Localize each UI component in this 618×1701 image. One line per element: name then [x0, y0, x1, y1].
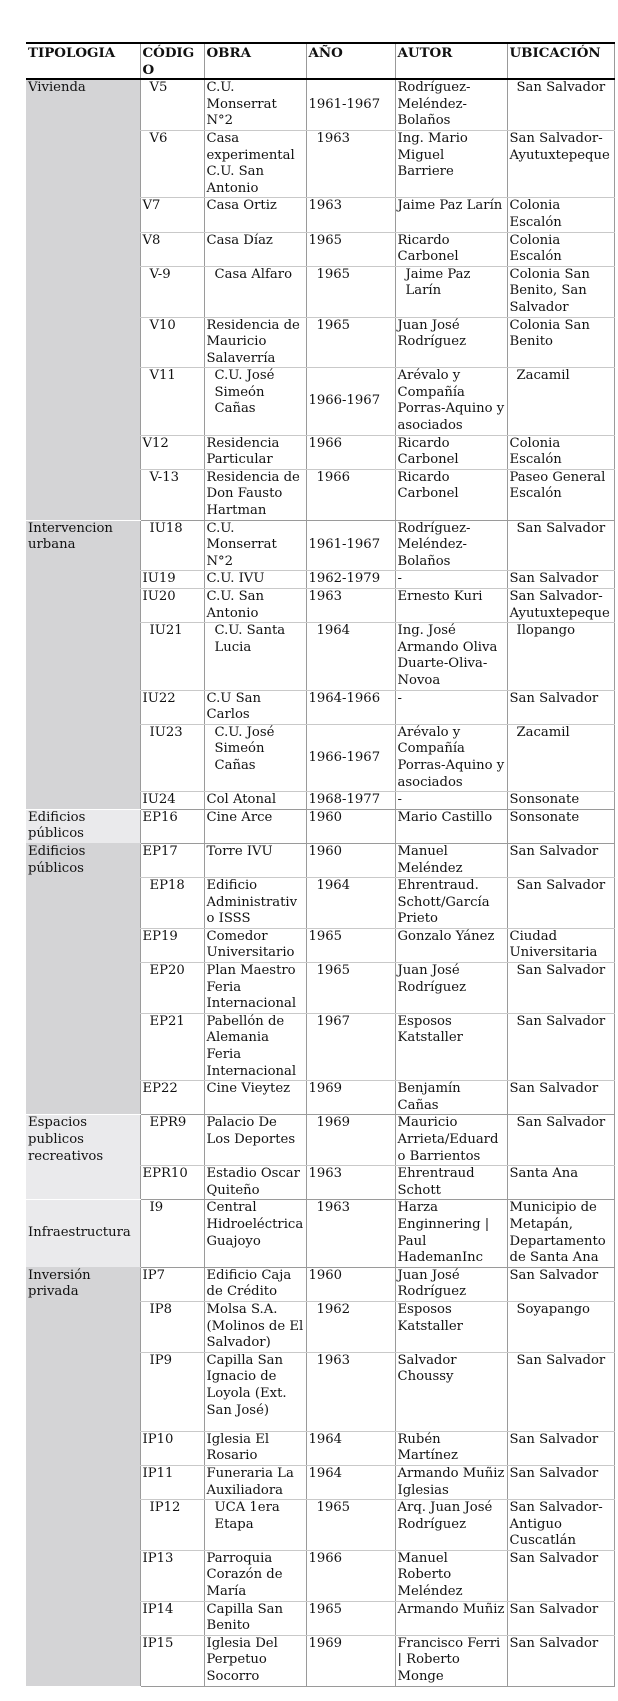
autor-cell: Ehrentraud Schott	[395, 1166, 507, 1200]
autor-cell: Jaime Paz Larín	[395, 198, 507, 232]
ubicacion-cell: San Salvador	[507, 520, 614, 571]
codigo-cell: EP18	[140, 878, 204, 929]
obra-cell: Casa Díaz	[204, 232, 306, 266]
anio-cell: 1965	[306, 928, 395, 962]
ubicacion-cell: Colonia Escalón	[507, 435, 614, 469]
anio-cell: 1964	[306, 878, 395, 929]
autor-cell: Armando Muñiz Iglesias	[395, 1465, 507, 1499]
autor-cell: Arq. Juan José Rodríguez	[395, 1500, 507, 1551]
ubicacion-cell: San Salvador	[507, 1081, 614, 1115]
obra-cell: Parroquia Corazón de María	[204, 1550, 306, 1601]
anio-cell: 1962-1979	[306, 571, 395, 589]
codigo-cell: EP22	[140, 1081, 204, 1115]
autor-cell: Ricardo Carbonel	[395, 435, 507, 469]
obra-cell: Torre IVU	[204, 843, 306, 877]
ubicacion-cell: Sonsonate	[507, 792, 614, 810]
obra-cell: Residencia Particular	[204, 435, 306, 469]
ubicacion-cell: San Salvador	[507, 963, 614, 1014]
anio-cell: 1965	[306, 232, 395, 266]
ubicacion-cell: Colonia Escalón	[507, 232, 614, 266]
autor-cell: Ernesto Kuri	[395, 589, 507, 623]
codigo-cell: IP8	[140, 1301, 204, 1352]
codigo-cell: IP7	[140, 1267, 204, 1301]
anio-cell: 1963	[306, 1166, 395, 1200]
tipologia-cell: Infraestructura	[26, 1200, 140, 1267]
codigo-cell: EPR10	[140, 1166, 204, 1200]
obra-cell: C.U. Monserrat N°2	[204, 79, 306, 130]
anio-cell: 1967	[306, 1013, 395, 1080]
codigo-cell: IP14	[140, 1601, 204, 1635]
anio-cell: 1966-1967	[306, 724, 395, 791]
codigo-cell: V6	[140, 130, 204, 197]
table-header	[26, 43, 614, 79]
tipologia-cell: Edificios públicos	[26, 809, 140, 843]
anio-cell: 1964-1966	[306, 690, 395, 724]
obra-cell: C.U San Carlos	[204, 690, 306, 724]
autor-cell: Ing. Mario Miguel Barriere	[395, 130, 507, 197]
table-row	[26, 1115, 614, 1166]
anio-cell: 1963	[306, 130, 395, 197]
ubicacion-cell: Municipio de Metapán, Departamento de Santa Ana	[507, 1200, 614, 1267]
ubicacion-cell: Zacamil	[507, 724, 614, 791]
header-codigo: CÓDIGO	[140, 43, 204, 79]
obra-cell: Col Atonal	[204, 792, 306, 810]
ubicacion-cell: San Salvador	[507, 1465, 614, 1499]
ubicacion-cell: Ciudad Universitaria	[507, 928, 614, 962]
autor-cell: Mauricio Arrieta/Eduardo Barrientos	[395, 1115, 507, 1166]
autor-cell: Juan José Rodríguez	[395, 1267, 507, 1301]
codigo-cell: EP16	[140, 809, 204, 843]
anio-cell: 1968-1977	[306, 792, 395, 810]
codigo-cell: V-9	[140, 266, 204, 317]
codigo-cell: IU18	[140, 520, 204, 571]
obra-cell: Central Hidroeléctrica Guajoyo	[204, 1200, 306, 1267]
codigo-cell: IU23	[140, 724, 204, 791]
autor-cell: Rodríguez-Meléndez-Bolaños	[395, 79, 507, 130]
ubicacion-cell: Zacamil	[507, 368, 614, 435]
codigo-cell: EP17	[140, 843, 204, 877]
codigo-cell: V7	[140, 198, 204, 232]
anio-cell: 1964	[306, 1465, 395, 1499]
ubicacion-cell: San Salvador-Antiguo Cuscatlán	[507, 1500, 614, 1551]
tipologia-cell: Edificios públicos	[26, 843, 140, 1115]
codigo-cell: EP20	[140, 963, 204, 1014]
table-row	[26, 1200, 614, 1267]
ubicacion-cell: Soyapango	[507, 1301, 614, 1352]
autor-cell: Juan José Rodríguez	[395, 317, 507, 368]
header-tipologia: TIPOLOGIA	[26, 43, 140, 79]
autor-cell: Jaime Paz Larín	[395, 266, 507, 317]
autor-cell: Ricardo Carbonel	[395, 232, 507, 266]
obra-cell: Casa Ortiz	[204, 198, 306, 232]
anio-cell: 1961-1967	[306, 79, 395, 130]
codigo-cell: EPR9	[140, 1115, 204, 1166]
anio-cell: 1964	[306, 623, 395, 690]
obra-cell: Capilla San Ignacio de Loyola (Ext. San José)	[204, 1352, 306, 1431]
autor-cell: Arévalo y Compañía Porras-Aquino y asociados	[395, 368, 507, 435]
anio-cell: 1966	[306, 1550, 395, 1601]
table-row	[26, 809, 614, 843]
codigo-cell: V5	[140, 79, 204, 130]
obra-cell: Cine Vieytez	[204, 1081, 306, 1115]
tipologia-cell: Vivienda	[26, 79, 140, 520]
anio-cell: 1965	[306, 317, 395, 368]
ubicacion-cell: San Salvador	[507, 1115, 614, 1166]
anio-cell: 1963	[306, 1352, 395, 1431]
ubicacion-cell: Paseo General Escalón	[507, 469, 614, 520]
works-table	[26, 42, 615, 1687]
ubicacion-cell: San Salvador	[507, 1601, 614, 1635]
codigo-cell: IU22	[140, 690, 204, 724]
ubicacion-cell: Colonia Escalón	[507, 198, 614, 232]
anio-cell: 1969	[306, 1115, 395, 1166]
table-row	[26, 843, 614, 877]
codigo-cell: IP12	[140, 1500, 204, 1551]
codigo-cell: IP10	[140, 1431, 204, 1465]
obra-cell: C.U. José Simeón Cañas	[204, 724, 306, 791]
codigo-cell: IP11	[140, 1465, 204, 1499]
autor-cell: Salvador Choussy	[395, 1352, 507, 1431]
ubicacion-cell: San Salvador	[507, 843, 614, 877]
ubicacion-cell: San Salvador	[507, 79, 614, 130]
obra-cell: Cine Arce	[204, 809, 306, 843]
codigo-cell: IU21	[140, 623, 204, 690]
obra-cell: Palacio De Los Deportes	[204, 1115, 306, 1166]
autor-cell: Gonzalo Yánez	[395, 928, 507, 962]
table-row	[26, 520, 614, 571]
header-obra: OBRA	[204, 43, 306, 79]
header-autor: AUTOR	[395, 43, 507, 79]
codigo-cell: V-13	[140, 469, 204, 520]
anio-cell: 1965	[306, 266, 395, 317]
codigo-cell: V12	[140, 435, 204, 469]
autor-cell: Arévalo y Compañía Porras-Aquino y asociados	[395, 724, 507, 791]
ubicacion-cell: Sonsonate	[507, 809, 614, 843]
obra-cell: Comedor Universitario	[204, 928, 306, 962]
ubicacion-cell: San Salvador	[507, 571, 614, 589]
tipologia-cell: Intervencion urbana	[26, 520, 140, 809]
autor-cell: Armando Muñiz	[395, 1601, 507, 1635]
ubicacion-cell: San Salvador	[507, 690, 614, 724]
autor-cell: Ing. José Armando Oliva Duarte-Oliva-Novoa	[395, 623, 507, 690]
autor-cell: -	[395, 792, 507, 810]
ubicacion-cell: San Salvador	[507, 1267, 614, 1301]
obra-cell: C.U. Santa Lucia	[204, 623, 306, 690]
codigo-cell: EP19	[140, 928, 204, 962]
obra-cell: Edificio Administrativo ISSS	[204, 878, 306, 929]
obra-cell: UCA 1era Etapa	[204, 1500, 306, 1551]
ubicacion-cell: San Salvador-Ayutuxtepeque	[507, 589, 614, 623]
ubicacion-cell: Colonia San Benito, San Salvador	[507, 266, 614, 317]
anio-cell: 1969	[306, 1635, 395, 1686]
anio-cell: 1962	[306, 1301, 395, 1352]
obra-cell: Residencia de Mauricio Salaverría	[204, 317, 306, 368]
autor-cell: Mario Castillo	[395, 809, 507, 843]
autor-cell: Harza Enginnering | Paul HademanInc	[395, 1200, 507, 1267]
anio-cell: 1963	[306, 1200, 395, 1267]
autor-cell: Manuel Roberto Meléndez	[395, 1550, 507, 1601]
obra-cell: C.U. Monserrat N°2	[204, 520, 306, 571]
header-ubicacion: UBICACIÓN	[507, 43, 614, 79]
autor-cell: Esposos Katstaller	[395, 1013, 507, 1080]
codigo-cell: IP9	[140, 1352, 204, 1431]
autor-cell: Francisco Ferri | Roberto Monge	[395, 1635, 507, 1686]
ubicacion-cell: San Salvador	[507, 878, 614, 929]
tipologia-cell: Inversión privada	[26, 1267, 140, 1686]
anio-cell: 1966	[306, 435, 395, 469]
obra-cell: C.U. José Simeón Cañas	[204, 368, 306, 435]
autor-cell: -	[395, 571, 507, 589]
table-row	[26, 79, 614, 130]
anio-cell: 1960	[306, 1267, 395, 1301]
codigo-cell: IU19	[140, 571, 204, 589]
obra-cell: Estadio Oscar Quiteño	[204, 1166, 306, 1200]
obra-cell: Residencia de Don Fausto Hartman	[204, 469, 306, 520]
ubicacion-cell: San Salvador	[507, 1550, 614, 1601]
ubicacion-cell: San Salvador	[507, 1635, 614, 1686]
obra-cell: Iglesia El Rosario	[204, 1431, 306, 1465]
ubicacion-cell: Santa Ana	[507, 1166, 614, 1200]
header-anio: AÑO	[306, 43, 395, 79]
codigo-cell: V10	[140, 317, 204, 368]
anio-cell: 1965	[306, 1601, 395, 1635]
obra-cell: Edificio Caja de Crédito	[204, 1267, 306, 1301]
anio-cell: 1963	[306, 589, 395, 623]
obra-cell: Casa experimental C.U. San Antonio	[204, 130, 306, 197]
codigo-cell: EP21	[140, 1013, 204, 1080]
ubicacion-cell: San Salvador-Ayutuxtepeque	[507, 130, 614, 197]
autor-cell: Rodríguez-Meléndez-Bolaños	[395, 520, 507, 571]
obra-cell: C.U. IVU	[204, 571, 306, 589]
autor-cell: Rubén Martínez	[395, 1431, 507, 1465]
autor-cell: Juan José Rodríguez	[395, 963, 507, 1014]
anio-cell: 1966-1967	[306, 368, 395, 435]
codigo-cell: IU24	[140, 792, 204, 810]
ubicacion-cell: San Salvador	[507, 1352, 614, 1431]
obra-cell: Capilla San Benito	[204, 1601, 306, 1635]
ubicacion-cell: San Salvador	[507, 1431, 614, 1465]
codigo-cell: IP15	[140, 1635, 204, 1686]
header-row	[26, 43, 614, 79]
codigo-cell: IU20	[140, 589, 204, 623]
autor-cell: Manuel Meléndez	[395, 843, 507, 877]
anio-cell: 1963	[306, 198, 395, 232]
codigo-cell: I9	[140, 1200, 204, 1267]
anio-cell: 1969	[306, 1081, 395, 1115]
anio-cell: 1960	[306, 843, 395, 877]
ubicacion-cell: San Salvador	[507, 1013, 614, 1080]
autor-cell: Esposos Katstaller	[395, 1301, 507, 1352]
table-row	[26, 1267, 614, 1301]
autor-cell: Ricardo Carbonel	[395, 469, 507, 520]
anio-cell: 1966	[306, 469, 395, 520]
obra-cell: C.U. San Antonio	[204, 589, 306, 623]
autor-cell: Ehrentraud. Schott/García Prieto	[395, 878, 507, 929]
anio-cell: 1961-1967	[306, 520, 395, 571]
obra-cell: Plan Maestro Feria Internacional	[204, 963, 306, 1014]
obra-cell: Molsa S.A. (Molinos de El Salvador)	[204, 1301, 306, 1352]
autor-cell: Benjamín Cañas	[395, 1081, 507, 1115]
anio-cell: 1965	[306, 1500, 395, 1551]
codigo-cell: V8	[140, 232, 204, 266]
obra-cell: Pabellón de Alemania Feria Internacional	[204, 1013, 306, 1080]
ubicacion-cell: Colonia San Benito	[507, 317, 614, 368]
anio-cell: 1964	[306, 1431, 395, 1465]
obra-cell: Iglesia Del Perpetuo Socorro	[204, 1635, 306, 1686]
obra-cell: Casa Alfaro	[204, 266, 306, 317]
tipologia-cell: Espacios publicos recreativos	[26, 1115, 140, 1200]
anio-cell: 1965	[306, 963, 395, 1014]
obra-cell: Funeraria La Auxiliadora	[204, 1465, 306, 1499]
anio-cell: 1960	[306, 809, 395, 843]
table-body	[26, 79, 614, 1686]
autor-cell: -	[395, 690, 507, 724]
codigo-cell: V11	[140, 368, 204, 435]
codigo-cell: IP13	[140, 1550, 204, 1601]
ubicacion-cell: Ilopango	[507, 623, 614, 690]
